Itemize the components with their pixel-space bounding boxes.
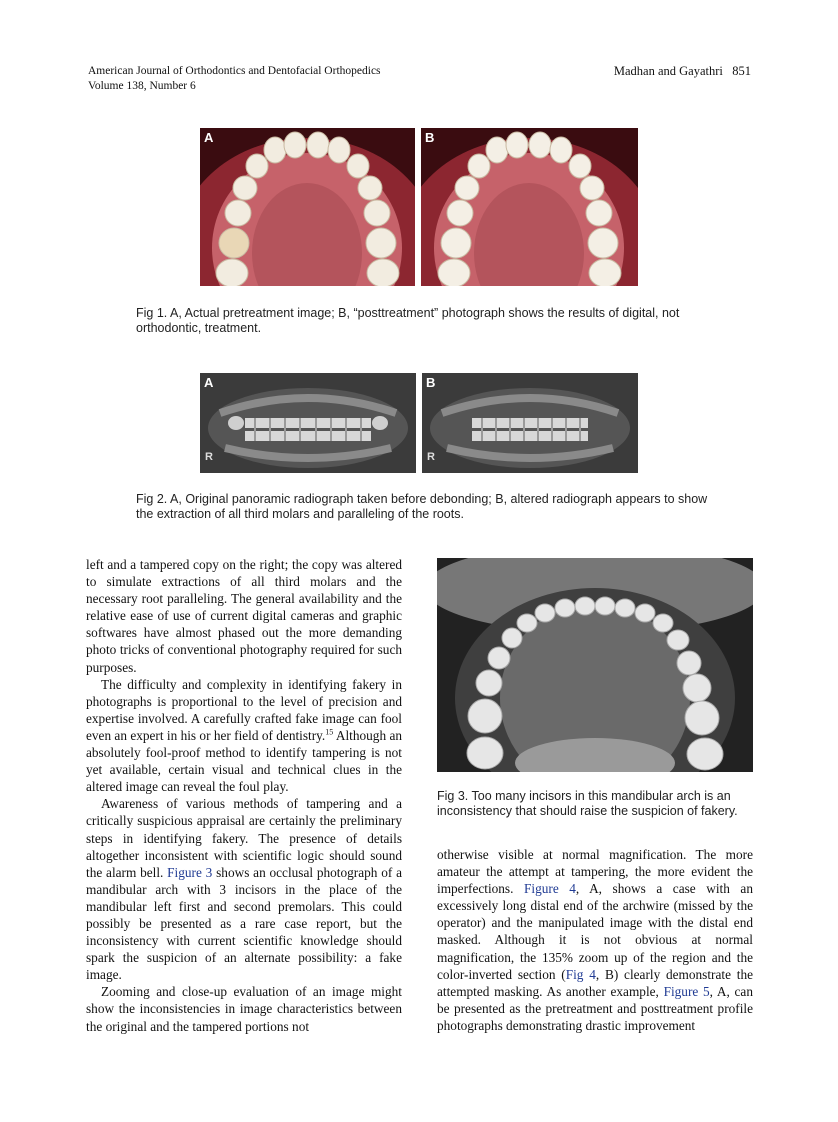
paragraph-5-text-3: , B) clearly demonstrate the attempted masking. As another example, xyxy=(437,966,753,999)
figure-1a-image xyxy=(200,128,415,286)
figure-4-link[interactable]: Figure 4 xyxy=(524,881,576,897)
figure-2a-image xyxy=(200,373,416,473)
paragraph-1: left and a tampered copy on the right; the copy was altered to simulate extractions of all third molars and the necessary root paralleling. The general availability and the relative ease of use of current digital cameras and graphic softwares have almost phased out the more demanding photo tricks of conventional photography required for such purposes. xyxy=(86,557,402,675)
fig-4-link[interactable]: Fig 4 xyxy=(565,966,596,982)
journal-title: American Journal of Orthodontics and Dentofacial Orthopedics xyxy=(88,65,381,77)
right-text-column xyxy=(437,846,753,1034)
paragraph-2 xyxy=(86,676,402,796)
figure-3-link[interactable]: Figure 3 xyxy=(167,864,213,880)
paragraph-5-text-4: , A, can be presented as the pretreatment and posttreatment profile photographs demonstrating drastic improvement xyxy=(437,983,753,1033)
paragraph-3 xyxy=(86,795,402,983)
paragraph-2-text: The difficulty and complexity in identifying fakery in photographs is proportional to the level of precision and expertise involved. A carefully crafted fake image can fool even an expert in his or her field of dentistry. xyxy=(86,676,402,743)
figure-1 xyxy=(200,128,638,286)
paragraph-3-text-b: shows an occlusal photograph of a mandibular arch with 3 incisors in the place of the mandibular left first and second premolars. This could possibly be presented as a rare case report, but the inconsistency with current scientific knowledge should spark the suspicion of an alternate possibility: a fake image. xyxy=(86,864,402,983)
left-text-column xyxy=(86,556,402,1035)
paragraph-3-text-a: Awareness of various methods of tampering and a critically suspicious appraisal are certainly the preliminary steps in identifying fakery. The presence of details altogether inconsistent with scientific logic should sound the alarm bell. xyxy=(86,796,402,880)
figure-2-caption: Fig 2. A, Original panoramic radiograph taken before debonding; B, altered radiograph appears to show the extraction of all third molars and paralleling of the roots. xyxy=(136,492,708,521)
paragraph-5 xyxy=(437,846,753,1034)
figure-2b-r-marker: R xyxy=(427,451,435,463)
journal-volume: Volume 138, Number 6 xyxy=(88,80,196,92)
figure-1b-image xyxy=(421,128,638,286)
reference-15[interactable]: 15 xyxy=(325,727,334,737)
figure-1b-label: B xyxy=(425,130,435,145)
figure-1a-label: A xyxy=(204,130,214,145)
figure-2a-r-marker: R xyxy=(205,451,213,463)
figure-2b-image xyxy=(422,373,638,473)
figure-5-link[interactable]: Figure 5 xyxy=(663,983,710,999)
running-header-journal xyxy=(88,64,381,94)
paragraph-5-text-1: otherwise visible at normal magnification. The more amateur the attempt at tampering, the more evident the imperfections. xyxy=(437,847,753,897)
figure-2a-label: A xyxy=(204,375,214,390)
paragraph-5-text-2: , A, shows a case with an excessively long distal end of the archwire (missed by the operator) and the manipulated image with the distal end masked. Although it is not obvious at normal magnification, the 135% zoom up of the region and the color-inverted section ( xyxy=(437,881,753,982)
paragraph-4: Zooming and close-up evaluation of an image might show the inconsistencies in image characteristics between the original and the tampered portions not xyxy=(86,984,402,1034)
figure-2 xyxy=(200,373,638,473)
paragraph-2-continued: Although an absolutely fool-proof method to identify tampering is not yet available, certain visual and technical clues in the altered image can reveal the foul play. xyxy=(86,727,402,795)
figure-2b-label: B xyxy=(426,375,436,390)
figure-3-image xyxy=(437,558,753,772)
running-header-authors: Madhan and Gayathri 851 xyxy=(613,64,751,78)
figure-1-caption: Fig 1. A, Actual pretreatment image; B, “posttreatment” photograph shows the results of digital, not orthodontic, treatment. xyxy=(136,306,680,335)
figure-3-caption: Fig 3. Too many incisors in this mandibular arch is an inconsistency that should raise the suspicion of fakery. xyxy=(437,789,738,818)
